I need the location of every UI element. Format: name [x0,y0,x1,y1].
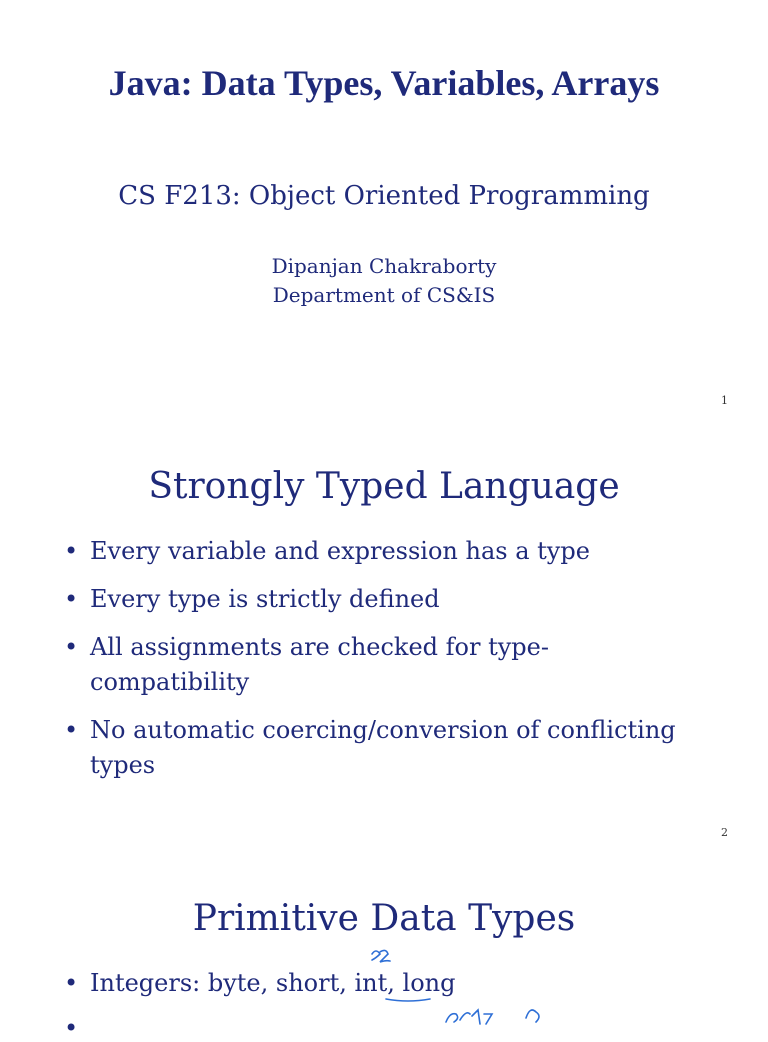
slide-title: Primitive Data Types [192,898,576,939]
bullet-icon: • [64,585,79,613]
course-subtitle: CS F213: Object Oriented Programming [118,181,650,211]
author-name: Dipanjan Chakraborty [271,254,497,278]
underline-annotation-icon [384,994,434,1004]
page-number: 1 [721,394,728,407]
bullet-icon: • [64,633,79,661]
bullet-item: • Every variable and expression has a type [0,534,720,569]
bullet-icon: • [64,537,79,565]
slide-title: Java: Data Types, Variables, Arrays [108,63,660,103]
bullet-icon: • [64,969,79,997]
author-department: Department of CS&IS [272,283,496,307]
bullet-item: • Every type is strictly defined [0,582,720,617]
bullet-icon: • [64,716,79,744]
bullet-item: • All assignments are checked for type-compatibility [0,630,650,700]
bullet-item: • Integers: byte, short, int, long [0,966,720,1001]
bullet-item: • No automatic coercing/conversion of conflicting types [0,713,730,783]
page-number: 2 [721,826,728,839]
slide-title: Strongly Typed Language [148,466,620,507]
handwritten-annotation-icon [360,944,420,974]
cut-off-bullet: • [64,1014,79,1042]
